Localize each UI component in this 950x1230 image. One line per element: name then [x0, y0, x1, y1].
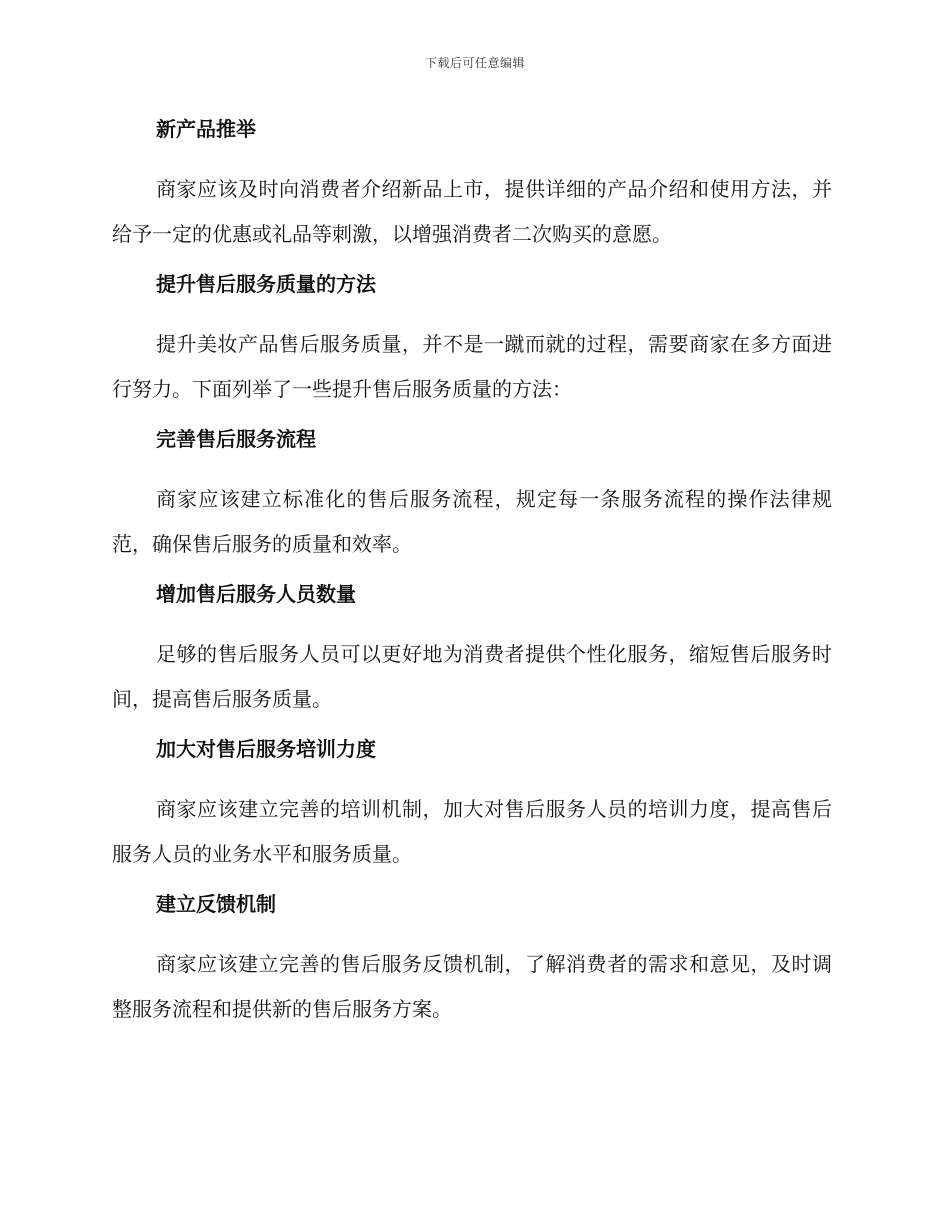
section-heading: 加大对售后服务培训力度: [156, 737, 376, 761]
section-heading: 增加售后服务人员数量: [156, 582, 356, 606]
section-process: [112, 422, 832, 567]
section-heading: 完善售后服务流程: [156, 427, 316, 451]
section-heading: 新产品推举: [156, 117, 256, 141]
section-paragraph: 足够的售后服务人员可以更好地为消费者提供个性化服务，缩短售后服务时间，提高售后服务质量。: [112, 642, 832, 711]
section-paragraph: 提升美妆产品售后服务质量，并不是一蹴而就的过程，需要商家在多方面进行努力。下面列举了一些提升售后服务质量的方法：: [112, 332, 832, 401]
document-body: [112, 112, 832, 1042]
section-heading: 提升售后服务质量的方法: [156, 272, 376, 296]
section-paragraph: 商家应该及时向消费者介绍新品上市，提供详细的产品介绍和使用方法，并给予一定的优惠或礼品等刺激，以增强消费者二次购买的意愿。: [112, 177, 832, 246]
section-feedback: [112, 887, 832, 1032]
page-header: 下载后可任意编辑: [424, 56, 525, 70]
section-heading: 建立反馈机制: [156, 892, 276, 916]
section-paragraph: 商家应该建立完善的售后服务反馈机制，了解消费者的需求和意见，及时调整服务流程和提供新的售后服务方案。: [112, 952, 832, 1021]
section-training: [112, 732, 832, 877]
section-paragraph: 商家应该建立标准化的售后服务流程，规定每一条服务流程的操作法律规范，确保售后服务的质量和效率。: [112, 487, 832, 556]
section-paragraph: 商家应该建立完善的培训机制，加大对售后服务人员的培训力度，提高售后服务人员的业务水平和服务质量。: [112, 797, 832, 866]
section-methods: [112, 267, 832, 412]
section-staff: [112, 577, 832, 722]
section-new-product: [112, 112, 832, 257]
